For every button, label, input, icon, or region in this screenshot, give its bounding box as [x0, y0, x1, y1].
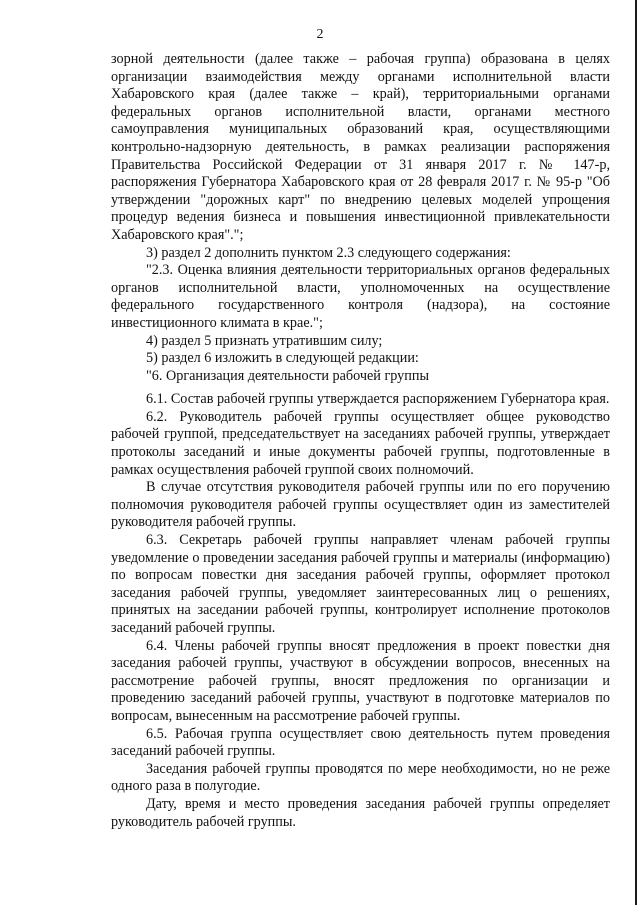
paragraph-6-5: 6.5. Рабочая группа осуществляет свою деятельность путем проведения заседаний рабочей группы.	[111, 725, 610, 760]
paragraph-6-5-frequency: Заседания рабочей группы проводятся по мере необходимости, но не реже одного раза в полугодие.	[111, 760, 610, 795]
paragraph-6-1: 6.1. Состав рабочей группы утверждается распоряжением Губернатора края.	[146, 391, 610, 408]
paragraph-item-4: 4) раздел 5 признать утратившим силу;	[146, 332, 383, 349]
paragraph-6-4: 6.4. Члены рабочей группы вносят предложения в проект повестки дня заседания рабочей группы, участвуют в обсуждении вопросов, внесенных на рассмотрение рабочей группы, вносят предложения по организации и проведению заседаний рабочей группы, участвуют в подготовке материалов по вопросам, вынесенным на рассмотрение рабочей группы.	[111, 637, 610, 724]
paragraph-clause-2-3: "2.3. Оценка влияния деятельности территориальных органов федеральных органов исполнительной власти, уполномоченных на осуществление федерального государственного контроля (надзора), на состояние инвестиционного климата в крае.";	[111, 262, 610, 331]
page-edge-line	[635, 0, 637, 905]
paragraph-6-2-absence: В случае отсутствия руководителя рабочей группы или по его поручению полномочия руководителя рабочей группы осуществляет один из заместителей руководителя рабочей группы.	[111, 479, 610, 531]
document-body	[111, 51, 610, 831]
paragraph-item-5: 5) раздел 6 изложить в следующей редакции:	[146, 350, 419, 367]
paragraph-item-3: 3) раздел 2 дополнить пунктом 2.3 следующего содержания:	[146, 244, 511, 261]
paragraph-continuation: зорной деятельности (далее также – рабочая группа) образована в целях организации взаимодействия между органами исполнительной власти Хабаровского края (далее также – край), территориальными органами федеральных органов исполнительной власти, органами местного самоуправления муниципальных образований края, осуществляющими контрольно-надзорную деятельность, в рамках реализации распоряжения Правительства Российской Федерации от 31 января 2017 г. № 147-р, распоряжения Губернатора Хабаровского края от 28 февраля 2017 г. № 95-р "Об утверждении "дорожных карт" по внедрению целевых моделей упрощения процедур ведения бизнеса и повышения инвестиционной привлекательности Хабаровского края".";	[111, 51, 610, 243]
paragraph-6-2: 6.2. Руководитель рабочей группы осуществляет общее руководство рабочей группой, председательствует на заседаниях рабочей группы, утверждает протоколы заседаний и иные документы рабочей группы, подготовленные в рамках осуществления рабочей группой своих полномочий.	[111, 408, 610, 478]
paragraph-6-5-date: Дату, время и место проведения заседания рабочей группы определяет руководитель рабочей группы.	[111, 795, 610, 830]
section-6-heading: "6. Организация деятельности рабочей группы	[146, 367, 429, 384]
paragraph-6-3: 6.3. Секретарь рабочей группы направляет членам рабочей группы уведомление о проведении заседания рабочей группы и материалы (информацию) по вопросам повестки дня заседания рабочей группы, оформляет протокол заседания рабочей группы, уведомляет заинтересованных лиц о решениях, принятых на заседании рабочей группы, контролирует исполнение протоколов заседаний рабочей группы.	[111, 532, 610, 636]
page-number: 2	[316, 27, 324, 42]
